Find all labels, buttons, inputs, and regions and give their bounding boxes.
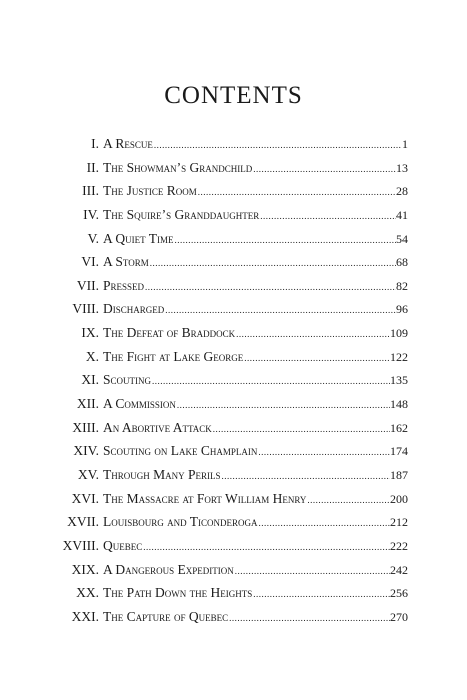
chapter-title[interactable]: A Commission bbox=[103, 396, 176, 412]
toc-entry[interactable] bbox=[0, 439, 467, 463]
chapter-line bbox=[103, 510, 408, 536]
page-number: 222 bbox=[390, 538, 408, 553]
page-number: 270 bbox=[390, 609, 408, 624]
page-number: 68 bbox=[396, 255, 408, 270]
chapter-number: VII. bbox=[76, 277, 99, 293]
page-number: 200 bbox=[390, 491, 408, 506]
page-number: 135 bbox=[390, 373, 408, 388]
chapter-line bbox=[103, 203, 408, 229]
toc-entry[interactable] bbox=[0, 368, 467, 392]
dot-leader bbox=[306, 489, 390, 513]
chapter-line bbox=[103, 297, 408, 323]
chapter-number: IV. bbox=[83, 206, 99, 222]
page-number: 187 bbox=[390, 467, 408, 482]
toc-entry[interactable] bbox=[0, 250, 467, 274]
dot-leader bbox=[176, 394, 390, 418]
toc-entry[interactable] bbox=[0, 605, 467, 629]
toc-entry[interactable] bbox=[0, 203, 467, 227]
toc-entry[interactable] bbox=[0, 297, 467, 321]
chapter-title[interactable]: A Storm bbox=[103, 254, 149, 270]
dot-leader bbox=[142, 536, 390, 560]
chapter-line bbox=[103, 439, 408, 465]
chapter-number: XVI. bbox=[71, 490, 99, 506]
page-number: 148 bbox=[390, 397, 408, 412]
dot-leader bbox=[174, 229, 397, 253]
toc-entry[interactable] bbox=[0, 321, 467, 345]
page-number: 1 bbox=[402, 137, 408, 151]
dot-leader bbox=[221, 465, 390, 489]
chapter-title[interactable]: The Defeat of Braddock bbox=[103, 325, 236, 341]
toc-entry[interactable] bbox=[0, 487, 467, 511]
page-number: 54 bbox=[396, 231, 408, 246]
chapter-line bbox=[103, 558, 408, 584]
page-number: 174 bbox=[390, 444, 408, 459]
toc-entry[interactable] bbox=[0, 274, 467, 298]
chapter-title[interactable]: Pressed bbox=[103, 277, 145, 293]
page-number: 96 bbox=[396, 302, 408, 317]
chapter-line bbox=[103, 487, 408, 513]
dot-leader bbox=[235, 323, 390, 347]
chapter-number: VI. bbox=[81, 254, 99, 270]
chapter-title[interactable]: The Squire’s Granddaughter bbox=[103, 206, 260, 222]
chapter-number: XVIII. bbox=[62, 537, 99, 553]
chapter-title[interactable]: A Dangerous Expedition bbox=[103, 561, 234, 577]
toc-entry[interactable] bbox=[0, 227, 467, 251]
chapter-number: V. bbox=[87, 230, 99, 246]
chapter-title[interactable]: An Abortive Attack bbox=[103, 419, 212, 435]
chapter-title[interactable]: Through Many Perils bbox=[103, 466, 221, 482]
chapter-title[interactable]: Quebec bbox=[103, 537, 143, 553]
chapter-number: XI. bbox=[81, 372, 99, 388]
toc-entry[interactable] bbox=[0, 416, 467, 440]
chapter-line bbox=[103, 416, 408, 442]
dot-leader bbox=[197, 181, 396, 205]
chapter-line bbox=[103, 274, 408, 300]
page-number: 212 bbox=[390, 515, 408, 530]
chapter-title[interactable]: Louisbourg and Ticonderoga bbox=[103, 514, 258, 530]
chapter-title[interactable]: The Fight at Lake George bbox=[103, 348, 244, 364]
dot-leader bbox=[258, 512, 390, 536]
dot-leader bbox=[164, 299, 396, 323]
chapter-line bbox=[103, 132, 408, 158]
page-number: 122 bbox=[390, 349, 408, 364]
toc-entry[interactable] bbox=[0, 132, 467, 156]
chapter-line bbox=[103, 179, 408, 205]
page-title: CONTENTS bbox=[164, 82, 303, 109]
dot-leader bbox=[228, 607, 390, 631]
dot-leader bbox=[212, 418, 390, 442]
chapter-title[interactable]: The Massacre at Fort William Henry bbox=[103, 490, 307, 506]
dot-leader bbox=[151, 370, 390, 394]
chapter-title[interactable]: The Capture of Quebec bbox=[103, 608, 229, 624]
chapter-number: IX. bbox=[81, 325, 99, 341]
chapter-number: X. bbox=[85, 348, 99, 364]
toc-entry[interactable] bbox=[0, 345, 467, 369]
chapter-title[interactable]: Scouting bbox=[103, 372, 152, 388]
toc-entry[interactable] bbox=[0, 581, 467, 605]
dot-leader bbox=[252, 583, 390, 607]
chapter-number: XXI. bbox=[71, 608, 99, 624]
chapter-line bbox=[103, 321, 408, 347]
chapter-number: I. bbox=[91, 136, 99, 151]
toc-entry[interactable] bbox=[0, 392, 467, 416]
chapter-number: XII. bbox=[76, 396, 99, 412]
page-number: 242 bbox=[390, 562, 408, 577]
chapter-number: XIV. bbox=[73, 443, 99, 459]
page-number: 256 bbox=[390, 586, 408, 601]
chapter-line bbox=[103, 227, 408, 253]
chapter-line bbox=[103, 250, 408, 276]
chapter-title[interactable]: The Showman’s Grandchild bbox=[103, 159, 253, 175]
chapter-line bbox=[103, 463, 408, 489]
chapter-title[interactable]: The Path Down the Heights bbox=[103, 585, 253, 601]
toc-entry[interactable] bbox=[0, 510, 467, 534]
chapter-number: XIII. bbox=[72, 419, 99, 435]
toc-entry[interactable] bbox=[0, 463, 467, 487]
chapter-number: XX. bbox=[76, 585, 99, 601]
chapter-line bbox=[103, 534, 408, 560]
toc-entry[interactable] bbox=[0, 534, 467, 558]
chapter-line bbox=[103, 345, 408, 371]
table-of-contents bbox=[0, 132, 467, 628]
dot-leader bbox=[153, 134, 402, 158]
toc-entry[interactable] bbox=[0, 558, 467, 582]
chapter-title[interactable]: The Justice Room bbox=[103, 183, 197, 199]
page-number: 13 bbox=[396, 160, 408, 175]
dot-leader bbox=[257, 441, 390, 465]
chapter-number: VIII. bbox=[72, 301, 99, 317]
page-number: 109 bbox=[390, 326, 408, 341]
chapter-line bbox=[103, 605, 408, 631]
page-number: 82 bbox=[396, 278, 408, 293]
chapter-number: II. bbox=[86, 159, 99, 175]
dot-leader bbox=[149, 252, 396, 276]
page-number: 41 bbox=[396, 207, 408, 222]
chapter-title[interactable]: Scouting on Lake Champlain bbox=[103, 443, 258, 459]
chapter-number: XIX. bbox=[71, 561, 99, 577]
dot-leader bbox=[259, 205, 396, 229]
chapter-line bbox=[103, 392, 408, 418]
toc-entry[interactable] bbox=[0, 179, 467, 203]
chapter-line bbox=[103, 581, 408, 607]
chapter-title[interactable]: A Rescue bbox=[103, 136, 153, 151]
chapter-number: XV. bbox=[77, 466, 99, 482]
chapter-line bbox=[103, 368, 408, 394]
dot-leader bbox=[243, 347, 390, 371]
page-number: 28 bbox=[396, 184, 408, 199]
chapter-number: III. bbox=[82, 183, 99, 199]
dot-leader bbox=[234, 560, 390, 584]
dot-leader bbox=[252, 158, 396, 182]
chapter-title[interactable]: A Quiet Time bbox=[103, 230, 174, 246]
chapter-title[interactable]: Discharged bbox=[103, 301, 165, 317]
page-number: 162 bbox=[390, 420, 408, 435]
chapter-line bbox=[103, 156, 408, 182]
chapter-number: XVII. bbox=[67, 514, 99, 530]
toc-entry[interactable] bbox=[0, 156, 467, 180]
dot-leader bbox=[144, 276, 396, 300]
